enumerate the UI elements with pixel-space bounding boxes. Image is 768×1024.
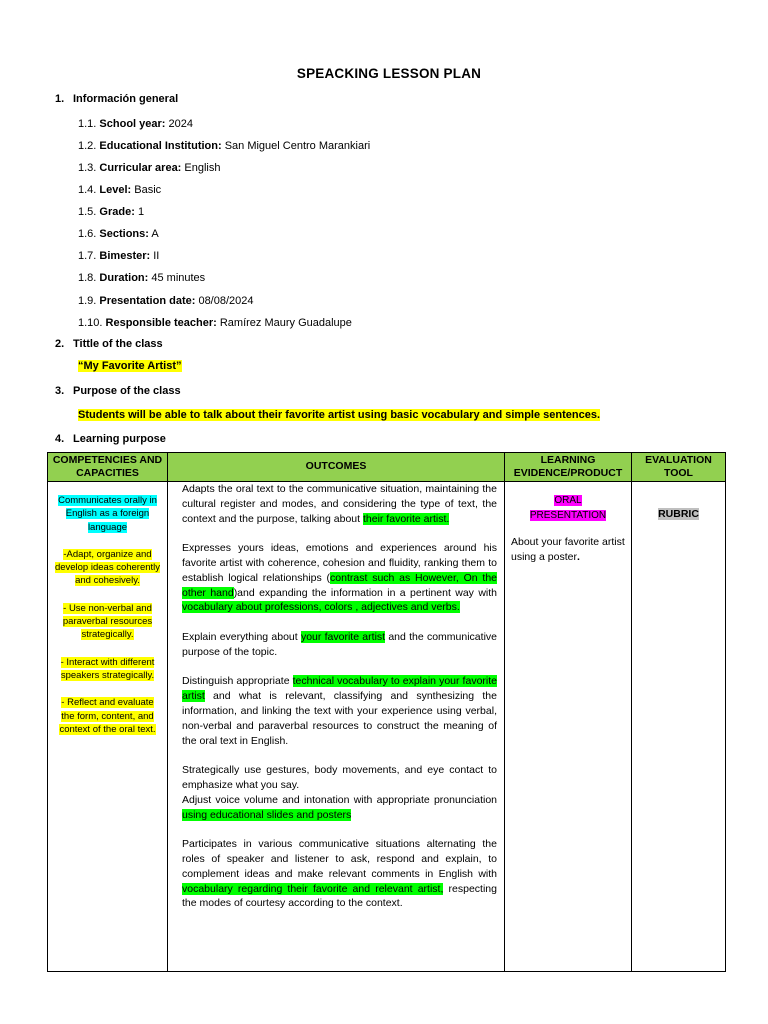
header-tool: EVALUATION TOOL: [632, 453, 726, 482]
outcome-paragraph: [182, 630, 497, 660]
outcome-text: Adjust voice volume and intonation with appropriate pronunciation: [182, 793, 497, 806]
outcome-highlight: technical vocabulary to explain your favorite artist: [182, 675, 497, 703]
section-number: 4.: [55, 433, 65, 445]
item-number: 1.1.: [78, 118, 97, 130]
section-number: 2.: [55, 338, 65, 350]
header-competencies: COMPETENCIES AND CAPACITIES: [48, 453, 168, 482]
section-number: 1.: [55, 93, 65, 105]
general-info-item: [78, 250, 159, 262]
item-label: Presentation date:: [99, 295, 196, 307]
table-row: [48, 482, 726, 972]
item-value: A: [148, 228, 159, 240]
evidence-period: .: [576, 550, 580, 563]
item-number: 1.10.: [78, 317, 103, 329]
section-general-info: [55, 93, 178, 105]
evidence-text: About your favorite artist using a poster: [511, 536, 625, 563]
outcome-highlight: your favorite artist: [300, 630, 386, 643]
section-number: 3.: [55, 385, 65, 397]
general-info-item: [78, 272, 205, 284]
outcome-text: Explain everything about: [182, 630, 301, 643]
item-number: 1.4.: [78, 184, 97, 196]
item-number: 1.7.: [78, 250, 97, 262]
outcome-paragraph: [182, 793, 497, 823]
general-info-item: [78, 317, 352, 329]
evidence-label-line1: ORAL: [554, 495, 582, 506]
evaluation-tool: RUBRIC: [658, 508, 699, 520]
item-number: 1.3.: [78, 162, 97, 174]
item-label: Level:: [99, 184, 132, 196]
item-value: 08/08/2024: [195, 295, 254, 307]
outcome-text: and the communicative purpose of the topic.: [182, 630, 497, 658]
class-title: [78, 360, 182, 372]
tool-cell: [632, 482, 726, 972]
section-heading: Tittle of the class: [73, 338, 163, 350]
outcome-paragraph: [182, 482, 497, 526]
item-number: 1.2.: [78, 140, 97, 152]
outcome-text: Expresses yours ideas, emotions and experiences around his favorite artist with coherence, cohesion and fluidity, ranking them to establish logical relationships (: [182, 542, 497, 584]
outcome-highlight: their favorite artist.: [362, 512, 450, 525]
section-heading: Learning purpose: [73, 433, 166, 445]
section-heading: Información general: [73, 93, 179, 105]
item-value: 45 minutes: [148, 272, 206, 284]
section-learning-purpose: [55, 433, 166, 445]
item-number: 1.8.: [78, 272, 97, 284]
item-label: Sections:: [99, 228, 149, 240]
outcome-highlight: using educational slides and posters: [182, 808, 352, 821]
item-label: School year:: [99, 118, 166, 130]
general-info-item: [78, 162, 221, 174]
outcome-paragraph: [182, 541, 497, 615]
general-info-item: [78, 206, 144, 218]
item-value: San Miguel Centro Marankiari: [221, 140, 371, 152]
evidence-cell: [505, 482, 632, 972]
item-value: 2024: [165, 118, 193, 130]
capacity-item: -Adapt, organize and develop ideas coherently and cohesively.: [54, 548, 161, 587]
outcome-highlight: vocabulary regarding their favorite and relevant artist,: [182, 882, 444, 895]
header-outcomes: OUTCOMES: [168, 453, 505, 482]
section-purpose: [55, 385, 181, 397]
outcomes-cell: [168, 482, 505, 972]
item-value: 1: [134, 206, 145, 218]
item-value: Ramírez Maury Guadalupe: [216, 317, 352, 329]
item-label: Responsible teacher:: [105, 317, 217, 329]
general-info-item: [78, 140, 370, 152]
capacity-item: - Use non-verbal and paraverbal resources strategically.: [62, 602, 153, 641]
general-info-item: [78, 184, 161, 196]
outcome-text: Distinguish appropriate: [182, 675, 293, 688]
class-purpose-text: Students will be able to talk about their favorite artist using basic vocabulary and simple sentences.: [78, 409, 601, 421]
class-purpose: [78, 409, 600, 421]
general-info-item: [78, 228, 159, 240]
item-value: Basic: [131, 184, 162, 196]
class-title-text: “My Favorite Artist”: [78, 360, 182, 372]
outcome-paragraph: [182, 674, 497, 748]
general-info-item: [78, 295, 254, 307]
outcome-paragraph: Strategically use gestures, body movements, and eye contact to emphasize what you say.: [182, 764, 497, 791]
item-number: 1.9.: [78, 295, 97, 307]
outcome-text: and what is relevant, classifying and synthesizing the information, and linking the text with your experience using verbal, non-verbal and paraverbal resources to construct the meaning of the oral text in English.: [182, 690, 497, 747]
competencies-cell: [48, 482, 168, 972]
item-value: English: [181, 162, 221, 174]
item-number: 1.6.: [78, 228, 97, 240]
item-value: II: [150, 250, 160, 262]
outcome-text: Adapts the oral text to the communicative situation, maintaining the cultural register and modes, and considering the type of text, the context and the purpose, talking about: [182, 483, 497, 525]
outcome-text: respecting the modes of courtesy according to the context.: [182, 882, 497, 910]
outcome-highlight: contrast such as However, On the other hand: [182, 571, 498, 599]
item-label: Duration:: [99, 272, 149, 284]
outcome-paragraph: [182, 837, 497, 911]
evidence-label-line2: PRESENTATION: [529, 509, 607, 521]
outcome-text: )and expanding the information in a pertinent way with: [233, 586, 497, 599]
general-info-item: [78, 118, 193, 130]
table-header-row: [48, 453, 726, 482]
header-evidence: LEARNING EVIDENCE/PRODUCT: [505, 453, 632, 482]
capacity-item: - Reflect and evaluate the form, content, and context of the oral text.: [59, 697, 156, 735]
evidence-product: [511, 494, 625, 523]
outcome-text: Participates in various communicative situations alternating the roles of speaker and listener to ask, respond and explain, to complement ideas and make relevant comments in English with: [182, 838, 497, 880]
section-title-of-class: [55, 338, 163, 350]
item-number: 1.5.: [78, 206, 97, 218]
item-label: Educational Institution:: [99, 140, 222, 152]
evidence-description: [511, 535, 625, 564]
section-heading: Purpose of the class: [73, 385, 181, 397]
capacity-item: - Interact with different speakers strategically.: [60, 656, 155, 681]
document-title: SPEACKING LESSON PLAN: [296, 66, 482, 81]
outcome-highlight: vocabulary about professions, colors , adjectives and verbs.: [182, 601, 460, 614]
item-label: Grade:: [99, 206, 135, 218]
item-label: Bimester:: [99, 250, 151, 262]
learning-purpose-table: [47, 452, 726, 972]
item-label: Curricular area:: [99, 162, 182, 174]
competency-main: Communicates orally in English as a foreign language: [58, 495, 157, 533]
